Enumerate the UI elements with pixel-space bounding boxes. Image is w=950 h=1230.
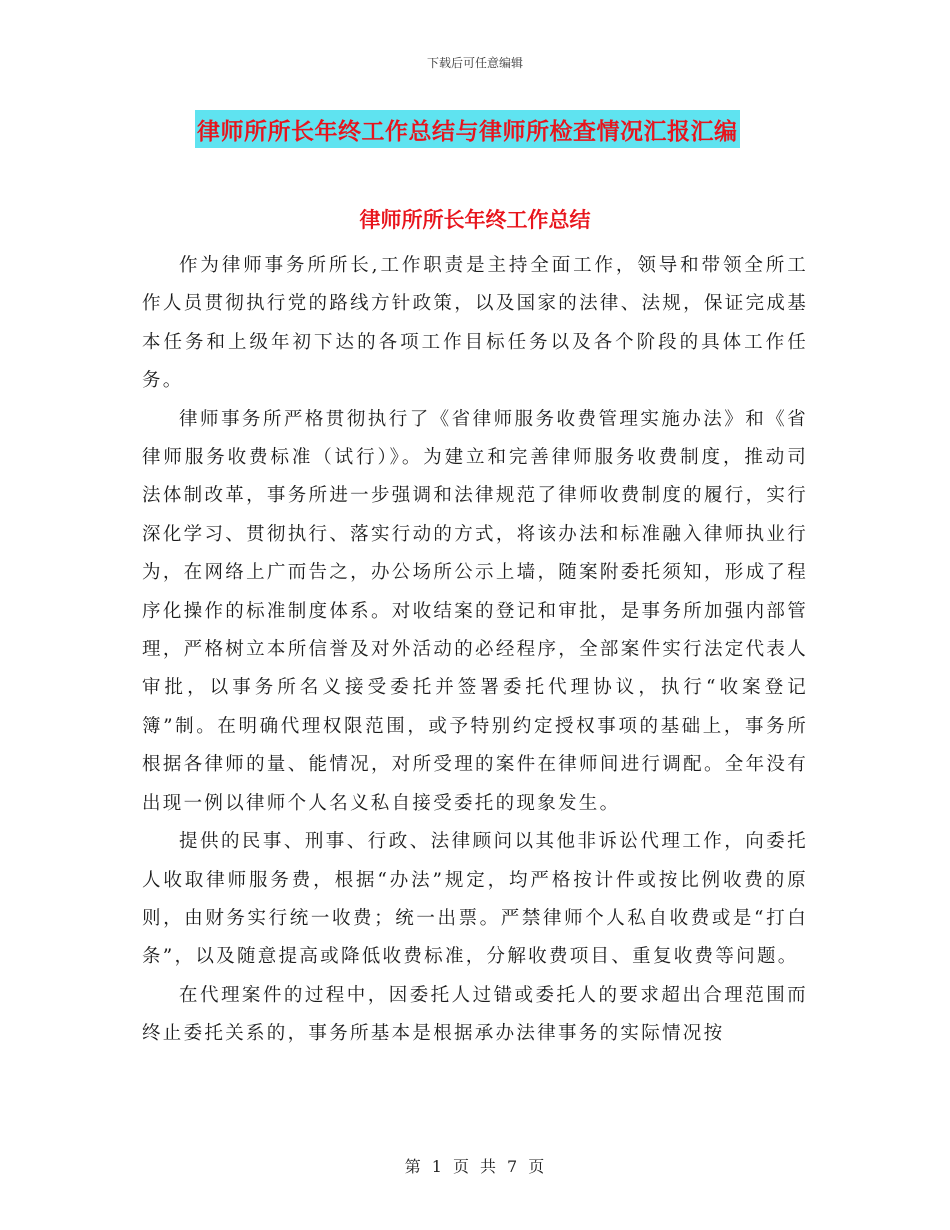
paragraph: 作为律师事务所所长,工作职责是主持全面工作，领导和带领全所工作人员贯彻执行党的路线方针政策，以及国家的法律、法规，保证完成基本任务和上级年初下达的各项工作目标任务以及各个阶段的具体工作任务。 [142, 255, 808, 392]
section-title: 律师所所长年终工作总结 [359, 207, 591, 232]
footer-total-prefix: 共 [480, 1157, 498, 1176]
main-title-highlight [195, 110, 740, 148]
main-title: 律师所所长年终工作总结与律师所检查情况汇报汇编 [197, 117, 738, 145]
footer-suffix: 页 [528, 1157, 546, 1176]
paragraph: 提供的民事、刑事、行政、法律顾问以其他非诉讼代理工作，向委托人收取律师服务费，根据“办法”规定，均严格按计件或按比例收费的原则，由财务实行统一收费；统一出票。严禁律师个人私自收费或是“打白条”，以及随意提高或降低收费标准，分解收费项目、重复收费等问题。 [142, 831, 808, 968]
header-note: 下载后可任意编辑 [426, 56, 523, 70]
document-body [142, 247, 808, 1054]
footer-prefix: 第 [404, 1157, 422, 1176]
page-footer [0, 1154, 950, 1177]
footer-page-word: 页 [452, 1157, 470, 1176]
paragraph: 在代理案件的过程中，因委托人过错或委托人的要求超出合理范围而终止委托关系的，事务所基本是根据承办法律事务的实际情况按 [142, 984, 808, 1045]
footer-total-pages: 7 [507, 1157, 519, 1176]
paragraph: 律师事务所严格贯彻执行了《省律师服务收费管理实施办法》和《省律师服务收费标准（试行）》。为建立和完善律师服务收费制度，推动司法体制改革，事务所进一步强调和法律规范了律师收费制度的履行，实行深化学习、贯彻执行、落实行动的方式，将该办法和标准融入律师执业行为，在网络上广而告之，办公场所公示上墙，随案附委托须知，形成了程序化操作的标准制度体系。对收结案的登记和审批，是事务所加强内部管理，严格树立本所信誉及对外活动的必经程序，全部案件实行法定代表人审批，以事务所名义接受委托并签署委托代理协议，执行“收案登记簿”制。在明确代理权限范围，或予特别约定授权事项的基础上，事务所根据各律师的量、能情况，对所受理的案件在律师间进行调配。全年没有出现一例以律师个人名义私自接受委托的现象发生。 [142, 408, 808, 814]
footer-current-page: 1 [431, 1157, 443, 1176]
